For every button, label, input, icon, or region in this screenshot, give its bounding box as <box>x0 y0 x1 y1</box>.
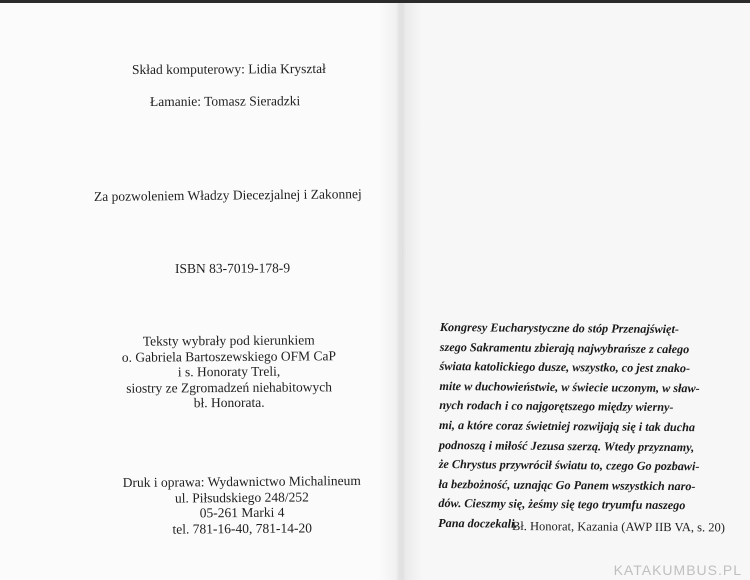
quote-line: podnoszą i miłość Jezusa szerzą. Wtedy przyznamy, <box>438 437 695 454</box>
layout-credit: Łamanie: Tomasz Sieradzki <box>149 93 301 109</box>
typesetting-credit: Skład komputerowy: Lidia Kryształ <box>131 60 326 77</box>
editors-line: bł. Honorata. <box>193 394 265 411</box>
printing-line: tel. 781-16-40, 781-14-20 <box>172 519 312 537</box>
editors-line: o. Gabriela Bartoszewskiego OFM CaP <box>121 347 336 365</box>
quote-line: Kongresy Eucharystyczne do stóp Przenajświęt- <box>439 319 680 337</box>
quote-line: świata katolickiego dusze, wszystko, co jest znako- <box>439 359 691 376</box>
watermark: KATAKUMBUS.PL <box>613 562 742 578</box>
book-gutter <box>378 3 422 580</box>
quote-line: Pana doczekali. <box>438 515 518 531</box>
editors-line: i s. Honoraty Treli, <box>177 363 281 380</box>
isbn: ISBN 83-7019-178-9 <box>174 260 291 276</box>
quote-line: nych rodach i co najgorętszego między wierny- <box>439 398 674 415</box>
quote-line: szego Sakramentu zbierają najwybrańsze z całego <box>439 339 690 356</box>
editors-line: Teksty wybrały pod kierunkiem <box>142 332 315 349</box>
editors-block <box>118 332 341 411</box>
editors-line: siostry ze Zgromadzeń niehabitowych <box>126 378 333 396</box>
printing-line: Druk i oprawa: Wydawnictwo Michalineum <box>122 472 361 491</box>
quote-block <box>438 318 730 536</box>
quote-line: że Chrystus przywrócił światu to, czego Go pozbawi- <box>438 457 700 474</box>
printing-line: 05-261 Marki 4 <box>199 504 285 521</box>
quote-source: Bł. Honorat, Kazania (AWP IIB VA, s. 20) <box>511 519 726 535</box>
printing-line: ul. Piłsudskiego 248/252 <box>174 488 309 506</box>
quote-line: dów. Cieszmy się, żeśmy się tego tryumfu naszego <box>438 496 686 513</box>
printing-block <box>106 473 379 537</box>
permission-note: Za pozwoleniem Władzy Diecezjalnej i Zakonnej <box>93 186 362 204</box>
quote-line: ła bezbożność, uznając Go Panem wszystkich naro- <box>438 476 696 493</box>
quote-line: mite w duchowieństwie, w świecie uczonym, w sław- <box>439 378 700 396</box>
quote-line: mi, a które coraz świetniej rozwijają się i tak ducha <box>439 417 696 435</box>
